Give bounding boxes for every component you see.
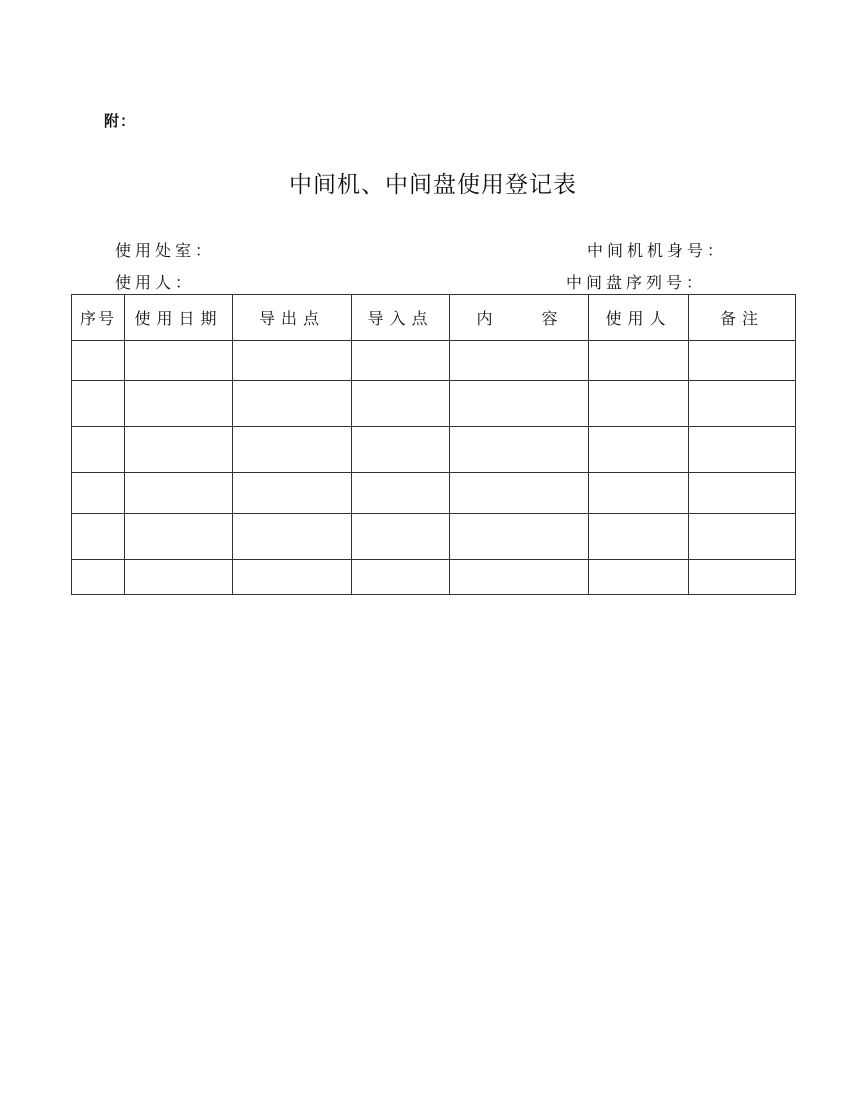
table-cell[interactable] <box>450 341 589 381</box>
table-cell[interactable] <box>352 514 450 560</box>
table-cell[interactable] <box>72 341 125 381</box>
registration-table <box>71 294 796 595</box>
table-cell[interactable] <box>589 381 689 427</box>
host-id-field-label: 中间机机身号： <box>587 241 728 260</box>
attachment-label: 附： <box>104 112 137 130</box>
table-cell[interactable] <box>125 473 233 514</box>
user-field-label: 使用人： <box>115 273 196 292</box>
table-cell[interactable] <box>450 514 589 560</box>
table-cell[interactable] <box>450 560 589 595</box>
table-cell[interactable] <box>125 560 233 595</box>
table-cell[interactable] <box>72 473 125 514</box>
table-cell[interactable] <box>233 427 352 473</box>
table-cell[interactable] <box>450 381 589 427</box>
table-cell[interactable] <box>125 381 233 427</box>
table-cell[interactable] <box>233 514 352 560</box>
table-cell[interactable] <box>450 427 589 473</box>
header-usage-date: 使用日期 <box>125 295 233 341</box>
table-row <box>72 514 796 560</box>
table-cell[interactable] <box>72 514 125 560</box>
header-import-point: 导入点 <box>352 295 450 341</box>
table-row <box>72 381 796 427</box>
table-cell[interactable] <box>689 560 796 595</box>
table-cell[interactable] <box>589 560 689 595</box>
table-cell[interactable] <box>352 473 450 514</box>
table-cell[interactable] <box>589 473 689 514</box>
table-cell[interactable] <box>125 514 233 560</box>
table-cell[interactable] <box>589 341 689 381</box>
table-cell[interactable] <box>352 341 450 381</box>
table-cell[interactable] <box>233 341 352 381</box>
table-cell[interactable] <box>450 473 589 514</box>
header-content: 内 容 <box>450 295 589 341</box>
table-cell[interactable] <box>125 427 233 473</box>
table-cell[interactable] <box>689 514 796 560</box>
header-remarks: 备注 <box>689 295 796 341</box>
table-cell[interactable] <box>72 560 125 595</box>
table-cell[interactable] <box>689 473 796 514</box>
table-cell[interactable] <box>689 427 796 473</box>
table-cell[interactable] <box>233 560 352 595</box>
header-export-point: 导出点 <box>233 295 352 341</box>
disk-serial-field-label: 中间盘序列号： <box>566 273 707 292</box>
table-row <box>72 427 796 473</box>
table-header-row <box>72 295 796 341</box>
table-cell[interactable] <box>689 381 796 427</box>
table-cell[interactable] <box>125 341 233 381</box>
table-cell[interactable] <box>352 560 450 595</box>
table-cell[interactable] <box>352 427 450 473</box>
table-cell[interactable] <box>233 473 352 514</box>
table-cell[interactable] <box>589 427 689 473</box>
table-cell[interactable] <box>72 381 125 427</box>
table-cell[interactable] <box>352 381 450 427</box>
document-title: 中间机、中间盘使用登记表 <box>289 172 577 198</box>
table-cell[interactable] <box>689 341 796 381</box>
department-field-label: 使用处室： <box>115 241 216 260</box>
table-cell[interactable] <box>72 427 125 473</box>
header-user: 使用人 <box>589 295 689 341</box>
table-row <box>72 473 796 514</box>
header-serial-number: 序号 <box>72 295 125 341</box>
table-row <box>72 341 796 381</box>
table-cell[interactable] <box>589 514 689 560</box>
table-row <box>72 560 796 595</box>
table-cell[interactable] <box>233 381 352 427</box>
